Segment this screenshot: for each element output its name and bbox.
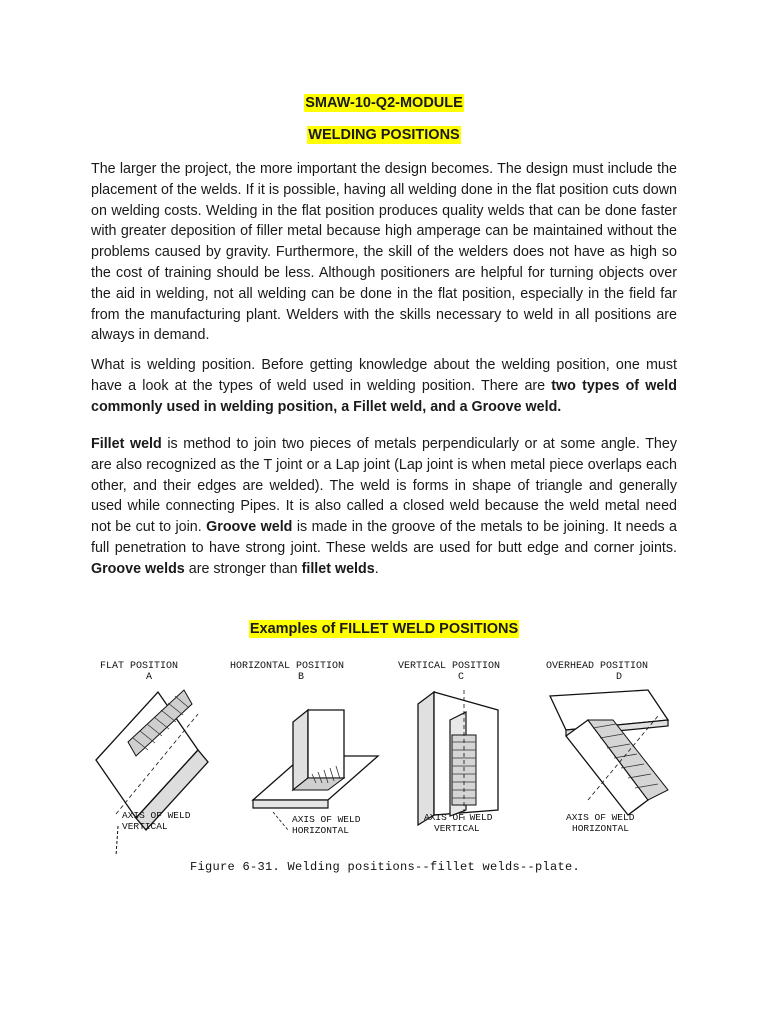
position-b-axis-line2: HORIZONTAL [292, 825, 350, 836]
position-b-letter: B [298, 672, 305, 683]
position-a-axis-line2: VERTICAL [122, 821, 168, 832]
examples-heading: Examples of FILLET WELD POSITIONS [249, 621, 519, 637]
position-d-letter: D [616, 672, 623, 683]
horizontal-position-illustration [230, 661, 378, 836]
position-b-name: HORIZONTAL POSITION [230, 661, 345, 672]
vertical-position-illustration [398, 661, 500, 834]
position-a-name: FLAT POSITION [100, 661, 179, 672]
flat-position-illustration [96, 661, 208, 856]
page-title: WELDING POSITIONS [308, 127, 460, 143]
overhead-position-illustration [546, 661, 668, 834]
position-b-axis-line1: AXIS OF WELD [292, 814, 361, 825]
position-a-axis-line1: AXIS OF WELD [122, 810, 191, 821]
intro-paragraph: The larger the project, the more important the design becomes. The design must include the placement of the welds. If it is possible, having all welding done in the flat position cuts down on welding costs. Welding in the flat position produces quality welds that can be done faster with greater deposition of filler metal because high amperage can be maintained without the problems caused by gravity. Furthermore, the skill of the welders does not have as high so the cost of training should be less. Although positioners are helpful for turning objects over the aid in welding, not all welding can be done in the flat position, especially in the field far from the manufacturing plant. Welders with the skills necessary to weld in all positions are always in demand. [91, 161, 677, 344]
position-d-axis-line2: HORIZONTAL [572, 823, 630, 834]
position-d-name: OVERHEAD POSITION [546, 661, 649, 672]
figure-caption: Figure 6-31. Welding positions--fillet welds--plate. [190, 860, 581, 874]
weld-types-paragraph: What is welding position. Before getting knowledge about the welding position, one must have a look at the types of weld used in welding position. There are two types of weld commonly used in welding position, a Fillet weld, and a Groove weld. [91, 357, 678, 415]
weld-definitions-paragraph: Fillet weld is method to join two pieces of metals perpendicularly or at some angle. They are also recognized as the T joint or a Lap joint (Lap joint is when metal piece overlaps each other, and their edges are welded). The weld is forms in shape of triangle and generally used while connecting Pipes. It is also called a closed weld because the weld metal need not be cut to join. Groove weld is made in the groove of the metals to be joining. It needs a full penetration to have strong joint. These welds are used for butt edge and corner joints. Groove welds are stronger than fillet welds. [91, 436, 678, 577]
position-c-axis-line2: VERTICAL [434, 823, 480, 834]
position-c-axis-line1: AXIS OF WELD [424, 812, 493, 823]
position-d-axis-line1: AXIS OF WELD [566, 812, 635, 823]
fillet-weld-positions-figure [88, 650, 688, 890]
module-title: SMAW-10-Q2-MODULE [305, 95, 463, 111]
position-c-name: VERTICAL POSITION [398, 661, 501, 672]
position-a-letter: A [146, 672, 153, 683]
position-c-letter: C [458, 672, 465, 683]
